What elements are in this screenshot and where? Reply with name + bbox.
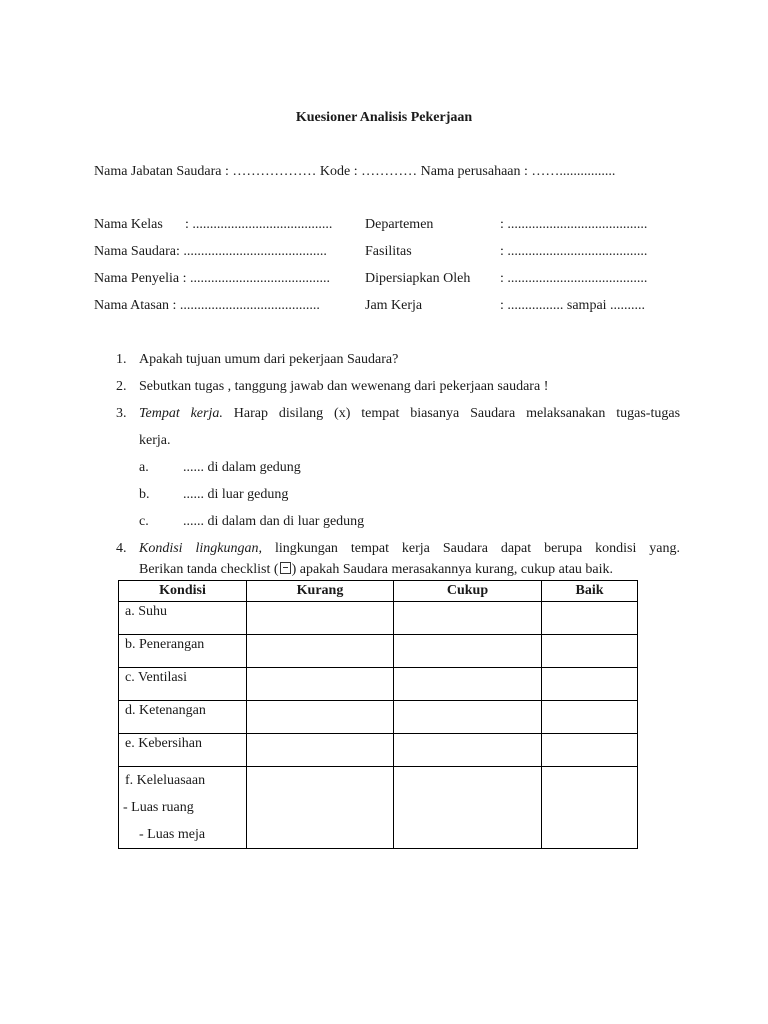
check-cell[interactable] bbox=[247, 635, 394, 668]
header-kondisi: Kondisi bbox=[119, 581, 247, 602]
option-a-label: a. bbox=[139, 460, 149, 475]
check-cell[interactable] bbox=[542, 734, 638, 767]
kondisi-cell: b. Penerangan bbox=[119, 635, 247, 668]
check-cell[interactable] bbox=[394, 767, 542, 849]
option-b-label: b. bbox=[139, 487, 150, 502]
check-cell[interactable] bbox=[394, 602, 542, 635]
table-row bbox=[119, 734, 638, 767]
info-dipersiapkan-value: : ........................................ bbox=[500, 271, 648, 286]
check-cell[interactable] bbox=[247, 734, 394, 767]
kondisi-cell: d. Ketenangan bbox=[119, 701, 247, 734]
jabatan-field: Nama Jabatan Saudara : ……………… bbox=[94, 164, 317, 179]
check-cell[interactable] bbox=[542, 668, 638, 701]
table-header-row bbox=[119, 581, 638, 602]
info-jam-kerja-label: Jam Kerja bbox=[365, 298, 423, 313]
kondisi-table bbox=[118, 580, 638, 849]
check-cell[interactable] bbox=[394, 635, 542, 668]
perusahaan-field: Nama perusahaan : ……................ bbox=[420, 164, 616, 179]
check-cell[interactable] bbox=[247, 767, 394, 849]
check-cell[interactable] bbox=[247, 701, 394, 734]
info-nama-saudara: Nama Saudara: ......................................... bbox=[94, 244, 327, 259]
kondisi-cell: c. Ventilasi bbox=[119, 668, 247, 701]
checkbox-symbol-icon bbox=[280, 562, 291, 574]
check-cell[interactable] bbox=[394, 701, 542, 734]
info-fasilitas-value: : ........................................ bbox=[500, 244, 648, 259]
table-row bbox=[119, 635, 638, 668]
header-cukup: Cukup bbox=[394, 581, 542, 602]
check-cell[interactable] bbox=[542, 767, 638, 849]
check-cell[interactable] bbox=[542, 602, 638, 635]
option-c-text: ...... di dalam dan di luar gedung bbox=[183, 514, 365, 529]
kondisi-cell-keleluasaan: f. Keleluasaan - Luas ruang - Luas meja bbox=[119, 767, 247, 849]
check-cell[interactable] bbox=[247, 602, 394, 635]
question-3-line-2: kerja. bbox=[139, 433, 171, 448]
info-departemen-value: : ........................................ bbox=[500, 217, 648, 232]
check-cell[interactable] bbox=[542, 701, 638, 734]
table-row bbox=[119, 701, 638, 734]
question-2-number: 2. bbox=[116, 379, 127, 394]
check-cell[interactable] bbox=[542, 635, 638, 668]
kode-field: Kode : ………… bbox=[319, 164, 418, 179]
page-title: Kuesioner Analisis Pekerjaan bbox=[295, 110, 473, 125]
kondisi-cell: e. Kebersihan bbox=[119, 734, 247, 767]
question-1-text: Apakah tujuan umum dari pekerjaan Saudara? bbox=[139, 352, 399, 367]
check-cell[interactable] bbox=[394, 668, 542, 701]
info-jam-kerja-value: : ................ sampai .......... bbox=[500, 298, 646, 313]
option-b-text: ...... di luar gedung bbox=[183, 487, 289, 502]
question-4-line-1: Kondisi lingkungan, lingkungan tempat kerja Saudara dapat berupa kondisi yang. bbox=[139, 541, 680, 556]
info-nama-penyelia: Nama Penyelia : ........................................ bbox=[94, 271, 331, 286]
question-4-number: 4. bbox=[116, 541, 127, 556]
check-cell[interactable] bbox=[247, 668, 394, 701]
table-row bbox=[119, 602, 638, 635]
option-a-text: ...... di dalam gedung bbox=[183, 460, 301, 475]
header-baik: Baik bbox=[542, 581, 638, 602]
info-dipersiapkan-label: Dipersiapkan Oleh bbox=[365, 271, 471, 286]
info-nama-kelas: Nama Kelas : ........................................ bbox=[94, 217, 333, 232]
header-line bbox=[94, 164, 615, 180]
question-4-emphasis: Kondisi lingkungan, bbox=[139, 541, 262, 556]
info-departemen-label: Departemen bbox=[365, 217, 434, 232]
kondisi-cell: a. Suhu bbox=[119, 602, 247, 635]
option-c-label: c. bbox=[139, 514, 149, 529]
question-3-line-1: Tempat kerja. Harap disilang (x) tempat biasanya Saudara melaksanakan tugas-tugas bbox=[139, 406, 681, 421]
info-nama-atasan: Nama Atasan : ........................................ bbox=[94, 298, 320, 313]
check-cell[interactable] bbox=[394, 734, 542, 767]
question-4-line-2: Berikan tanda checklist ( ) apakah Saudara merasakannya kurang, cukup atau baik. bbox=[139, 562, 614, 577]
table-row bbox=[119, 767, 638, 849]
question-3-number: 3. bbox=[116, 406, 127, 421]
question-1-number: 1. bbox=[116, 352, 127, 367]
question-3-emphasis: Tempat kerja. bbox=[139, 406, 223, 421]
question-2-text: Sebutkan tugas , tanggung jawab dan wewenang dari pekerjaan saudara ! bbox=[139, 379, 549, 394]
info-fasilitas-label: Fasilitas bbox=[365, 244, 412, 259]
table-row bbox=[119, 668, 638, 701]
header-kurang: Kurang bbox=[247, 581, 394, 602]
